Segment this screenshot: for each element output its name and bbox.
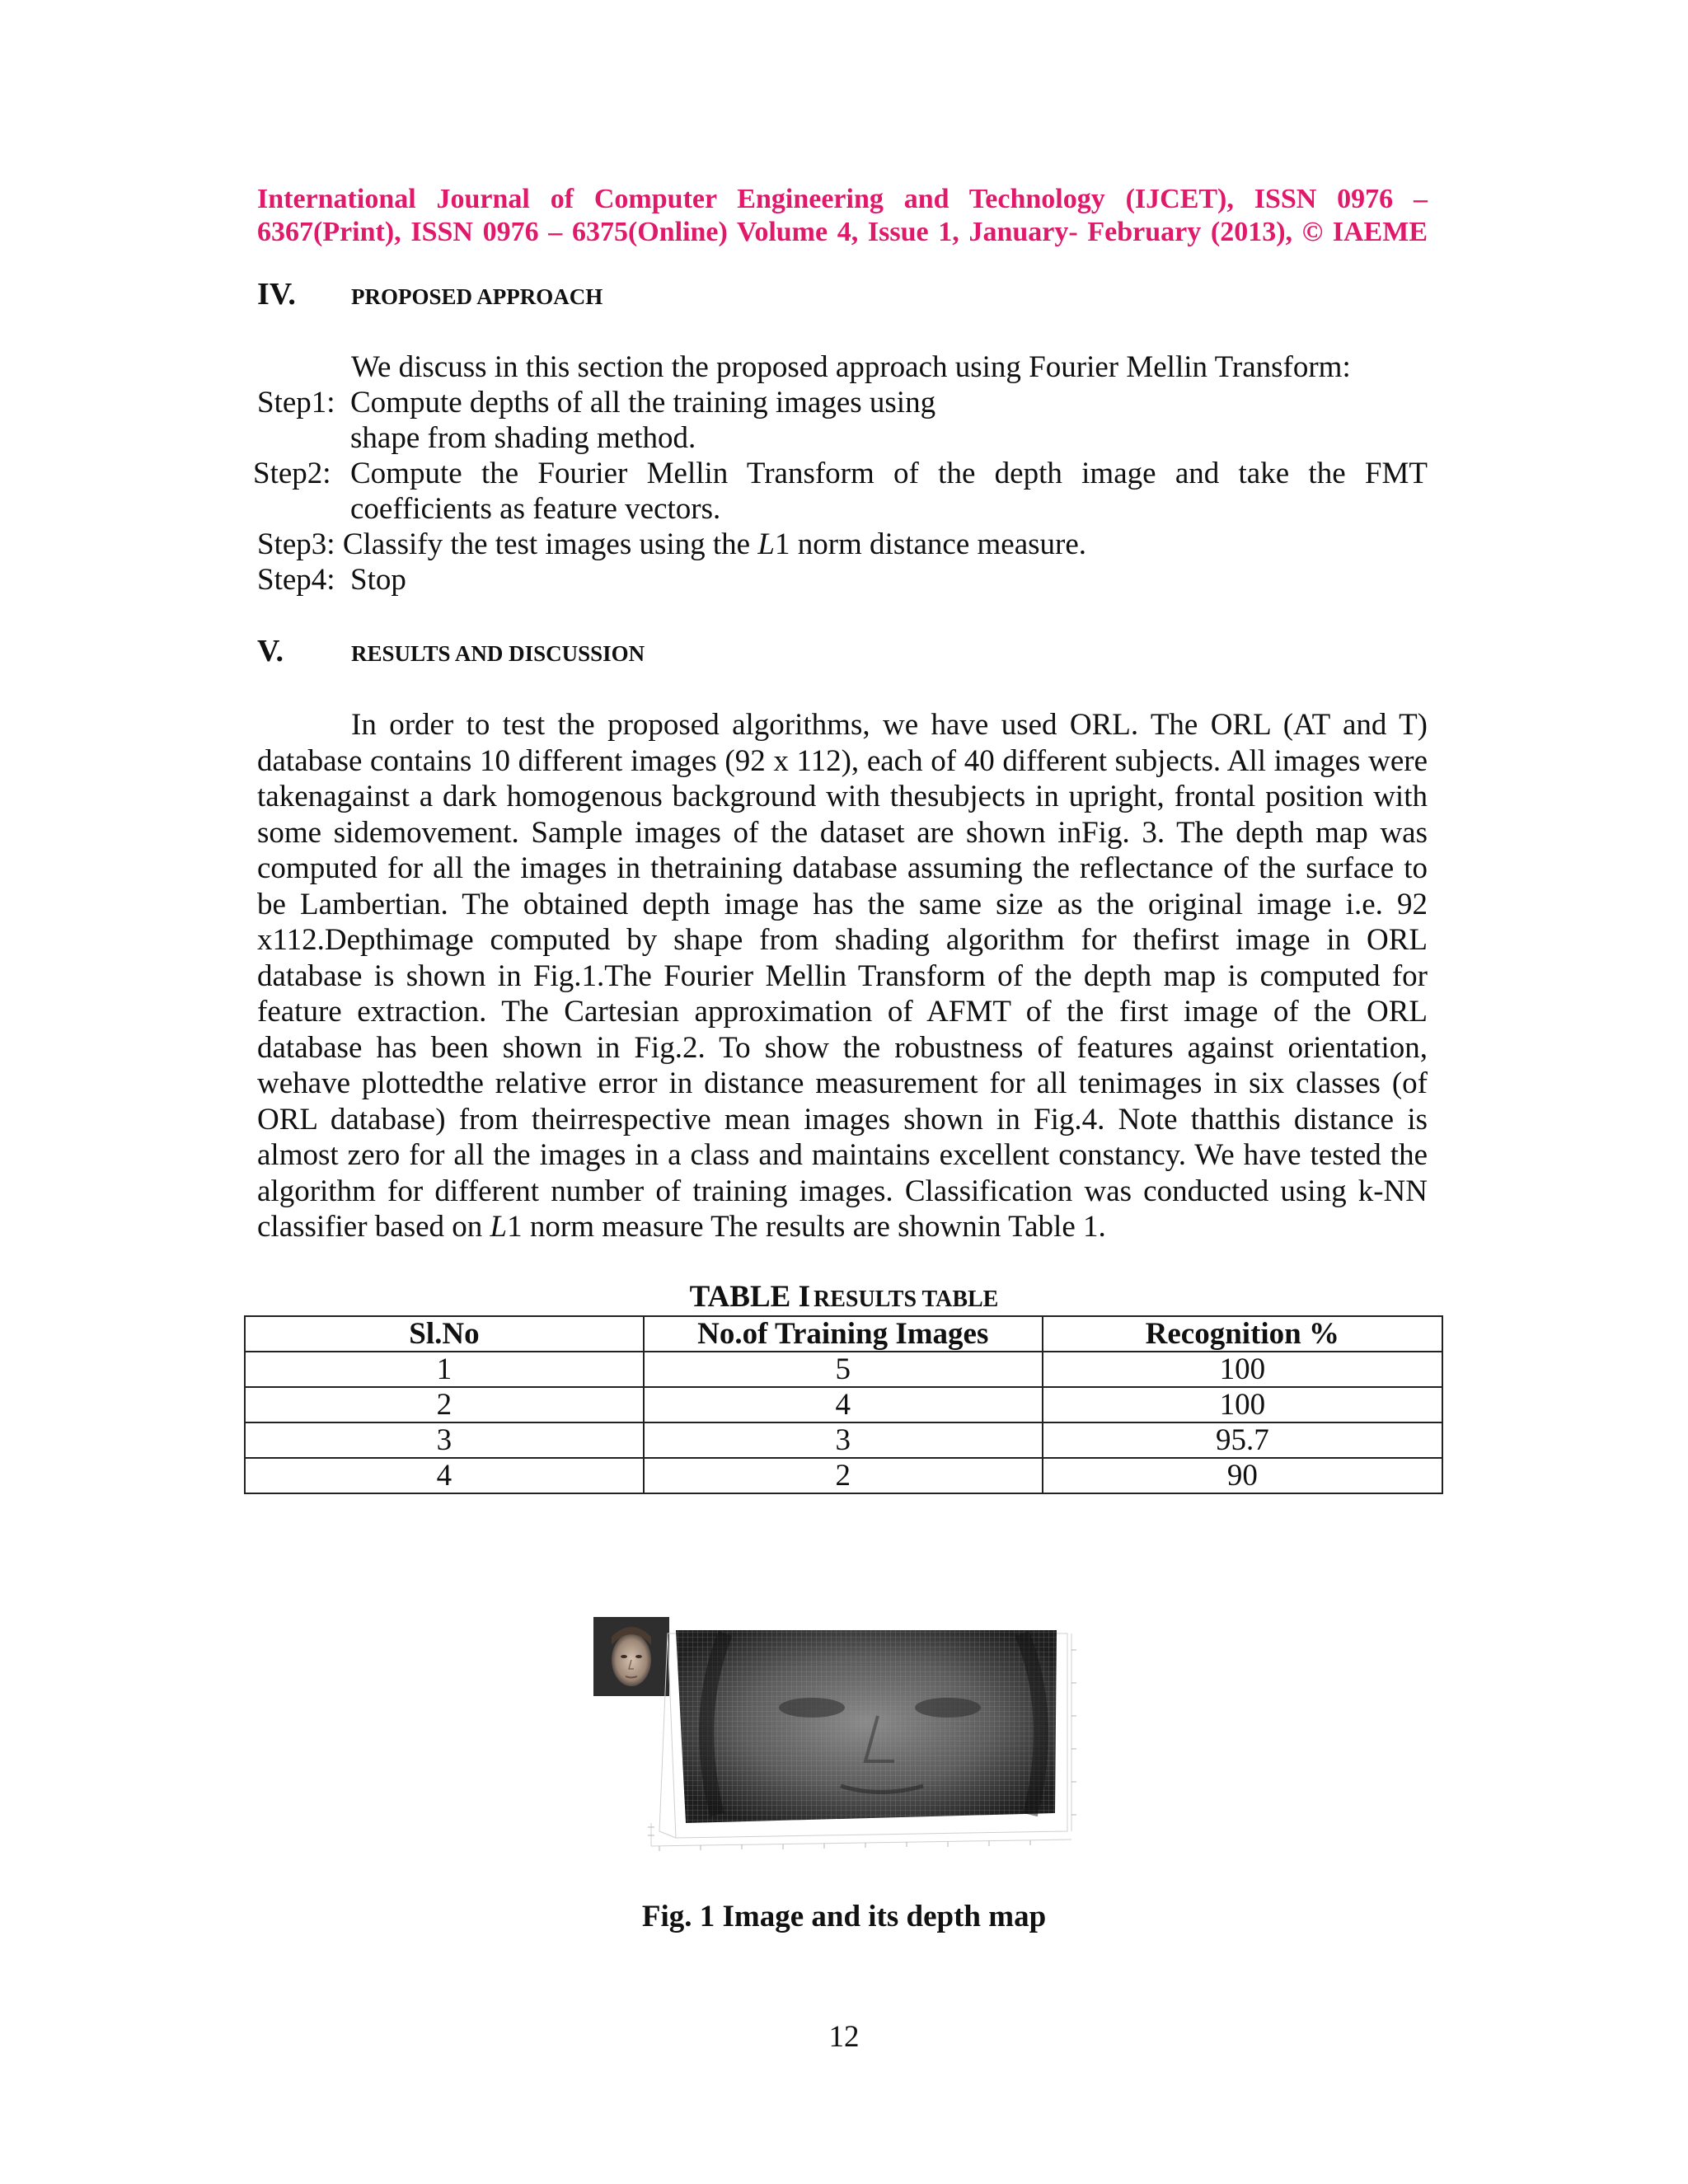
table-row bbox=[245, 1352, 1442, 1387]
section-5-paragraph: In order to test the proposed algorithms, we have used ORL. The ORL (AT and T) database contains 10 different images (92 x 112), each of 40 different subjects. All images were takenagainst a dark homogenous background with thesubjects in upright, frontal position with some sidemovement. Sample images of the dataset are shown inFig. 3. The depth map was computed for all the images in thetraining database assuming the reflectance of the surface to be Lambertian. The obtained depth image has the same size as the original image i.e. 92 x112.Depthimage computed by shape from shading algorithm for thefirst image in ORL database is shown in Fig.1.The Fourier Mellin Transform of the depth map is computed for feature extraction. The Cartesian approximation of AFMT of the first image of the ORL database has been shown in Fig.2. To show the robustness of features against orientation, wehave plottedthe relative error in distance measurement for all tenimages in six classes (of ORL database) from theirrespective mean images shown in Fig.4. Note thatthis distance is almost zero for all the images in a class and maintains excellent constancy. We have tested the algorithm for different number of training images. Classification was conducted using k-NN classifier based on L1 norm measure The results are shownin Table 1. bbox=[257, 708, 1428, 1244]
table-header-training-images: No.of Training Images bbox=[644, 1316, 1043, 1352]
table-cell: 90 bbox=[1043, 1458, 1442, 1493]
table-cell: 4 bbox=[644, 1387, 1043, 1422]
table-row bbox=[245, 1422, 1442, 1458]
step-2-continuation: coefficients as feature vectors. bbox=[350, 492, 721, 526]
step-4 bbox=[257, 562, 406, 598]
table-cell: 3 bbox=[245, 1422, 644, 1458]
table-header-slno: Sl.No bbox=[245, 1316, 644, 1352]
table-cell: 4 bbox=[245, 1458, 644, 1493]
journal-header-line-2: 6367(Print), ISSN 0976 – 6375(Online) Volume 4, Issue 1, January- February (2013), © IAEME bbox=[257, 217, 1428, 247]
step-3 bbox=[257, 527, 1086, 562]
page-number: 12 bbox=[828, 2020, 860, 2054]
section-4-heading bbox=[257, 276, 603, 312]
table-cell: 95.7 bbox=[1043, 1422, 1442, 1458]
table-row bbox=[245, 1458, 1442, 1493]
step-2 bbox=[253, 456, 1428, 491]
step-1-text: Compute depths of all the training images using bbox=[350, 386, 936, 419]
section-5-heading bbox=[257, 633, 645, 669]
table-row bbox=[245, 1387, 1442, 1422]
original-face-image bbox=[593, 1617, 669, 1696]
section-4-intro: We discuss in this section the proposed approach using Fourier Mellin Transform: bbox=[351, 350, 1351, 384]
section-4-number: IV. bbox=[257, 277, 296, 312]
step-1-label: Step1: bbox=[257, 386, 335, 419]
step-3-text: Classify the test images using the L1 norm distance measure. bbox=[342, 527, 1087, 561]
journal-header bbox=[257, 183, 1428, 249]
step-4-text: Stop bbox=[350, 563, 406, 597]
figure-1 bbox=[593, 1617, 1104, 1864]
depth-map-mesh bbox=[648, 1630, 1076, 1851]
step-2-text: Compute the Fourier Mellin Transform of the depth image and take the FMT bbox=[350, 457, 1428, 490]
table-cell: 2 bbox=[245, 1387, 644, 1422]
results-table bbox=[244, 1315, 1443, 1494]
table-cell: 100 bbox=[1043, 1387, 1442, 1422]
section-4-title: PROPOSED APPROACH bbox=[351, 284, 603, 309]
section-5-title: RESULTS AND DISCUSSION bbox=[351, 641, 645, 666]
table-caption: TABLE I RESULTS TABLE bbox=[689, 1280, 999, 1314]
section-5-number: V. bbox=[257, 634, 284, 668]
table-header-row bbox=[245, 1316, 1442, 1352]
table-header-recognition: Recognition % bbox=[1043, 1316, 1442, 1352]
table-cell: 3 bbox=[644, 1422, 1043, 1458]
journal-header-line-1: International Journal of Computer Engineering and Technology (IJCET), ISSN 0976 – bbox=[257, 184, 1428, 214]
table-cell: 100 bbox=[1043, 1352, 1442, 1387]
figure-1-caption: Fig. 1 Image and its depth map bbox=[641, 1900, 1047, 1933]
figure-1-graphic bbox=[593, 1617, 1104, 1864]
step-2-label: Step2: bbox=[253, 457, 331, 490]
table-cell: 2 bbox=[644, 1458, 1043, 1493]
table-cell: 5 bbox=[644, 1352, 1043, 1387]
step-1-continuation: shape from shading method. bbox=[350, 421, 696, 455]
step-1 bbox=[257, 385, 935, 420]
table-cell: 1 bbox=[245, 1352, 644, 1387]
step-3-label: Step3: bbox=[257, 527, 335, 561]
step-4-label: Step4: bbox=[257, 563, 335, 597]
